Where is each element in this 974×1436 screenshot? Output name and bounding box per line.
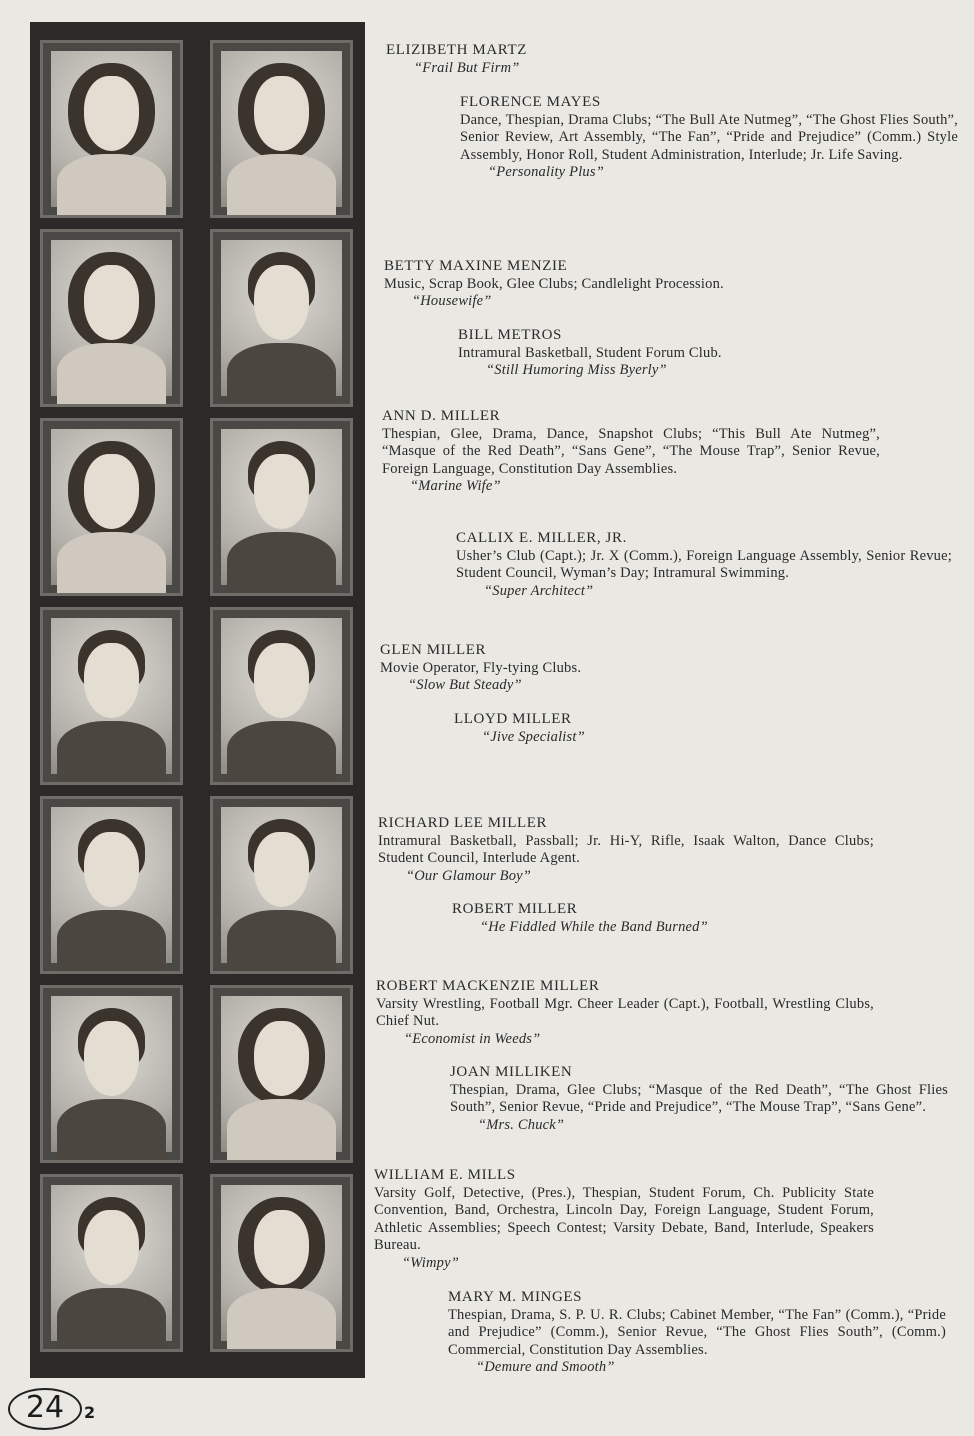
- student-activities: Usher’s Club (Capt.); Jr. X (Comm.), Foreign Language Assembly, Senior Revue; Student Council, Wyman’s Day; Intramural Swimming.: [456, 547, 952, 581]
- student-name: ELIZIBETH MARTZ: [386, 42, 527, 58]
- portrait-photo: [210, 229, 353, 407]
- portrait-photo: [210, 796, 353, 974]
- page-number: 24: [8, 1388, 82, 1430]
- portrait-photo: [40, 229, 183, 407]
- student-motto: “Super Architect”: [484, 582, 594, 599]
- student-entry: [460, 94, 958, 182]
- student-activities: Varsity Golf, Detective, (Pres.), Thespian, Student Forum, Ch. Publicity State Convention, Band, Orchestra, Lincoln Day, Foreign Language, Student Forum, Athletic Assemblies; Speech Contest; Varsity Debate, Band, Interlude, Speakers Bureau.: [374, 1184, 874, 1253]
- student-activities: Thespian, Drama, Glee Clubs; “Masque of the Red Death”, “The Ghost Flies South”, Senior Revue, “Pride and Prejudice”, “The Mouse Trap”, “Sans Gene”.: [450, 1081, 948, 1115]
- student-motto: “Still Humoring Miss Byerly”: [486, 362, 667, 378]
- page-number-suffix: 2: [84, 1403, 96, 1422]
- student-entry: [448, 1289, 946, 1377]
- student-entry: [456, 530, 952, 600]
- student-activities: Dance, Thespian, Drama Clubs; “The Bull Ate Nutmeg”, “The Ghost Flies South”, Senior Review, Art Assembly, “The Fan”, “Pride and Prejudice” (Comm.) Style Assembly, Honor Roll, Student Administration, Interlude; Jr. Life Saving.: [460, 111, 958, 163]
- student-motto: “He Fiddled While the Band Burned”: [480, 918, 708, 935]
- student-motto: “Jive Specialist”: [482, 728, 585, 745]
- student-name: FLORENCE MAYES: [460, 94, 601, 110]
- student-entry: [450, 1064, 948, 1134]
- student-activities: Movie Operator, Fly-tying Clubs.: [380, 659, 582, 676]
- student-name: WILLIAM E. MILLS: [374, 1167, 516, 1183]
- student-motto: “Housewife”: [412, 293, 492, 309]
- student-motto: “Wimpy”: [402, 1254, 459, 1271]
- student-name: MARY M. MINGES: [448, 1289, 583, 1305]
- student-entry: [452, 901, 942, 936]
- portrait-photo: [40, 607, 183, 785]
- student-name: BILL METROS: [458, 327, 562, 343]
- student-activities: Intramural Basketball, Passball; Jr. Hi-Y, Rifle, Isaak Walton, Dance Clubs; Student Council, Interlude Agent.: [378, 832, 874, 866]
- portrait-photo: [210, 985, 353, 1163]
- student-name: BETTY MAXINE MENZIE: [384, 258, 568, 274]
- student-activities: Varsity Wrestling, Football Mgr. Cheer Leader (Capt.), Football, Wrestling Clubs, Chief Nut.: [376, 995, 874, 1029]
- student-motto: “Our Glamour Boy”: [406, 867, 532, 884]
- student-name: CALLIX E. MILLER, JR.: [456, 530, 627, 546]
- student-motto: “Mrs. Chuck”: [478, 1116, 565, 1133]
- portrait-photo: [40, 796, 183, 974]
- student-motto: “Economist in Weeds”: [404, 1030, 541, 1047]
- portrait-photo: [40, 418, 183, 596]
- student-entry: [382, 408, 880, 496]
- portrait-photo: [210, 418, 353, 596]
- student-activities: Intramural Basketball, Student Forum Club.: [458, 344, 722, 361]
- student-entry: [380, 642, 880, 695]
- student-activities: Thespian, Drama, S. P. U. R. Clubs; Cabinet Member, “The Fan” (Comm.), “Pride and Prejudice” (Comm.), Senior Revue, “The Ghost Flies South”, (Comm.) Commercial, Constitution Day Assemblies.: [448, 1306, 946, 1358]
- student-name: GLEN MILLER: [380, 642, 487, 658]
- student-entry: [458, 327, 948, 380]
- student-entry: [374, 1167, 874, 1272]
- student-motto: “Demure and Smooth”: [476, 1359, 615, 1375]
- student-name: LLOYD MILLER: [454, 711, 572, 727]
- portrait-photo: [40, 985, 183, 1163]
- student-name: ROBERT MILLER: [452, 901, 578, 917]
- student-motto: “Slow But Steady”: [408, 677, 522, 693]
- student-name: ROBERT MACKENZIE MILLER: [376, 978, 600, 994]
- student-name: RICHARD LEE MILLER: [378, 815, 548, 831]
- student-motto: “Frail But Firm”: [414, 59, 520, 76]
- student-entry: [378, 815, 874, 885]
- student-name: JOAN MILLIKEN: [450, 1064, 573, 1080]
- student-entry: [454, 711, 944, 746]
- student-motto: “Personality Plus”: [488, 164, 604, 180]
- photo-column: [30, 22, 365, 1378]
- student-name: ANN D. MILLER: [382, 408, 501, 424]
- portrait-photo: [210, 607, 353, 785]
- portrait-photo: [40, 40, 183, 218]
- student-activities: Music, Scrap Book, Glee Clubs; Candlelight Procession.: [384, 275, 724, 292]
- portrait-photo: [40, 1174, 183, 1352]
- student-entry: [384, 258, 884, 311]
- student-entry: [376, 978, 874, 1048]
- portrait-photo: [210, 40, 353, 218]
- student-entry: [386, 42, 886, 77]
- student-motto: “Marine Wife”: [410, 478, 501, 494]
- portrait-photo: [210, 1174, 353, 1352]
- student-activities: Thespian, Glee, Drama, Dance, Snapshot Clubs; “This Bull Ate Nutmeg”, “Masque of the Red Death”, “Sans Gene”, “The Mouse Trap”, Senior Revue, Foreign Language, Constitution Day Assemblies.: [382, 425, 880, 477]
